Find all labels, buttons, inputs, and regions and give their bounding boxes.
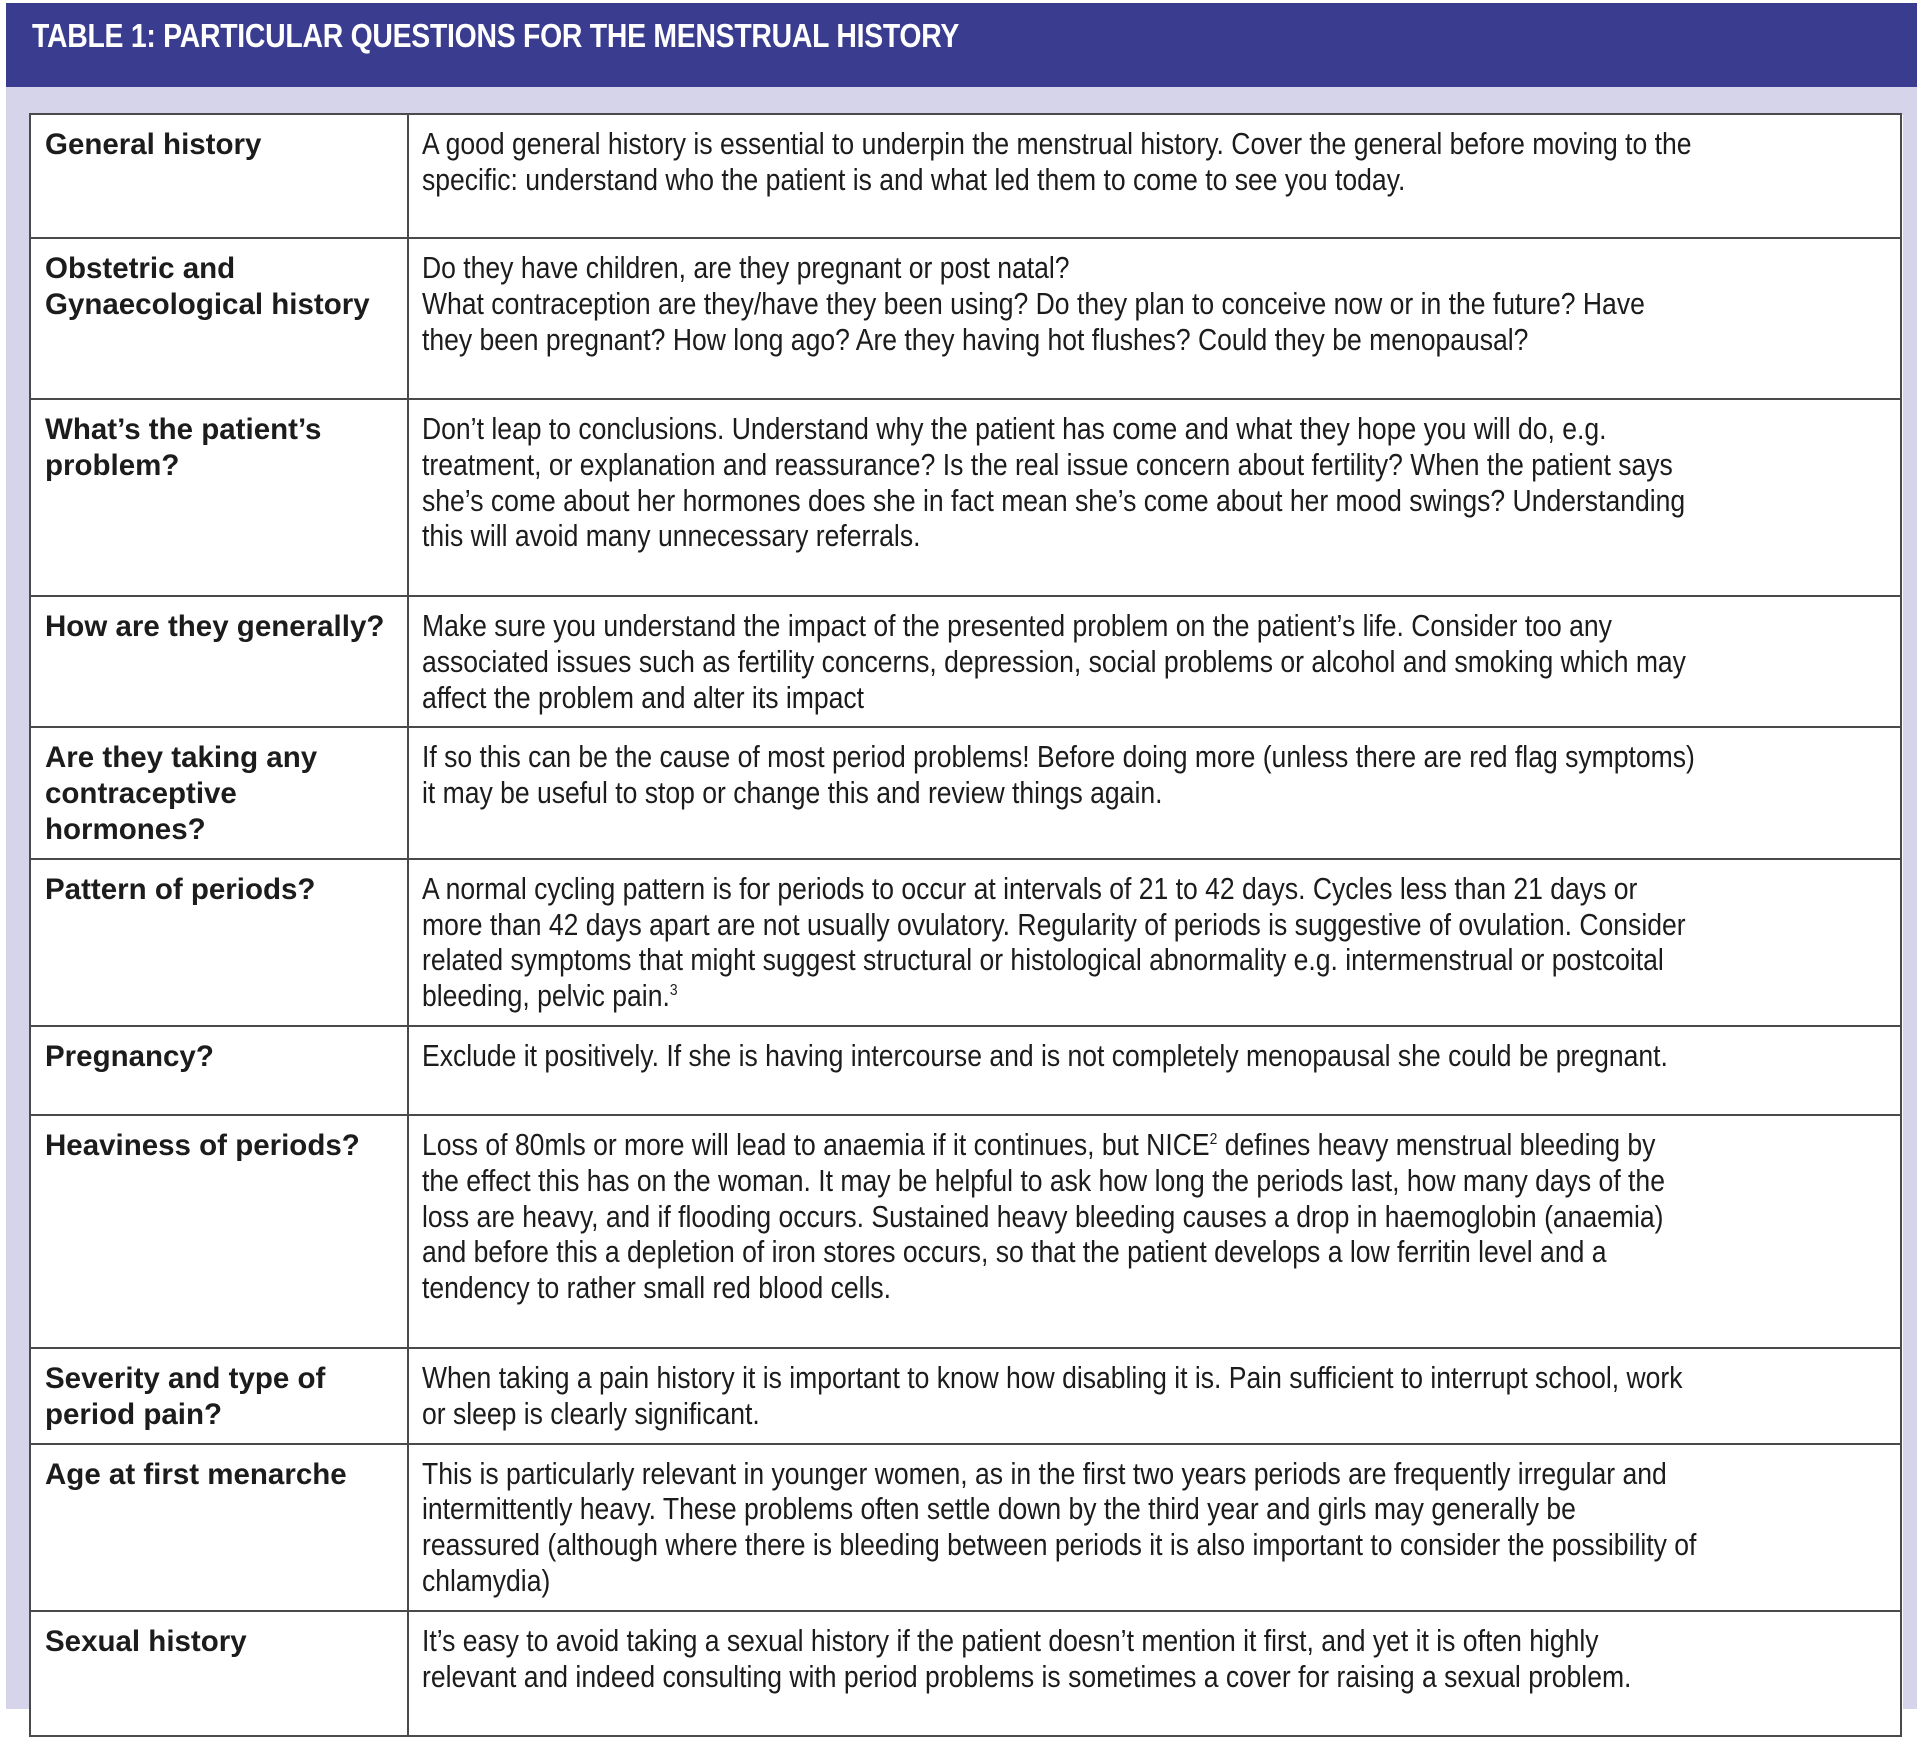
question-cell: What’s the patient’s problem? [30, 399, 408, 596]
answer-text: defines heavy menstrual bleeding by the effect this has on the woman. It may be helpful to ask how long the periods last, how many days of the loss are heavy, and if flooding occurs. Sustained heavy bleeding causes a drop in haemoglobin (anaemia) and before this a depletion of iron stores occurs, so that the patient develops a low ferritin level and a tendency to rather small red blood cells. [422, 1127, 1665, 1306]
answer-text: This is particularly relevant in younger women, as in the first two years periods are frequently irregular and intermittently heavy. These problems often settle down by the third year and girls may generally be reassured (although where there is bleeding between periods it is also important to consider the possibility of chlamydia) [422, 1456, 1697, 1598]
table-row [30, 114, 1901, 238]
question-cell: Sexual history [30, 1611, 408, 1736]
question-cell: Pattern of periods? [30, 859, 408, 1026]
table-title: TABLE 1: PARTICULAR QUESTIONS FOR THE MENSTRUAL HISTORY [32, 17, 960, 54]
table-row [30, 399, 1901, 596]
answer-text: Make sure you understand the impact of the presented problem on the patient’s life. Consider too any associated issues such as fertility concerns, depression, social problems or alcohol and smoking which may affect the problem and alter its impact [422, 609, 1686, 715]
answer-text: When taking a pain history it is important to know how disabling it is. Pain sufficient to interrupt school, work or sleep is clearly significant. [422, 1360, 1683, 1431]
table-row [30, 238, 1901, 399]
table-row [30, 1444, 1901, 1611]
answer-text: Loss of 80mls or more will lead to anaemia if it continues, but NICE [422, 1127, 1210, 1162]
table-row [30, 1611, 1901, 1736]
answer-cell [408, 1444, 1901, 1611]
answer-text: It’s easy to avoid taking a sexual history if the patient doesn’t mention it first, and yet it is often highly relevant and indeed consulting with period problems is sometimes a cover for raising a sexual problem. [422, 1623, 1632, 1694]
menstrual-history-table-wrapper [29, 113, 1902, 1737]
question-cell: How are they generally? [30, 596, 408, 727]
table-row [30, 1348, 1901, 1444]
table-title-bar [6, 3, 1917, 87]
menstrual-history-table [29, 113, 1902, 1737]
question-cell: Age at first menarche [30, 1444, 408, 1611]
answer-cell [408, 1115, 1901, 1348]
answer-text-line: Do they have children, are they pregnant or post natal? [422, 251, 1070, 285]
answer-text: A good general history is essential to underpin the menstrual history. Cover the general before moving to the specific: understand who the patient is and what led them to come to see you today. [422, 127, 1692, 197]
table-row [30, 1115, 1901, 1348]
answer-cell [408, 859, 1901, 1026]
answer-text: Don’t leap to conclusions. Understand why the patient has come and what they hope you will do, e.g. treatment, or explanation and reassurance? Is the real issue concern about fertility? When the patient says she’s come about her hormones does she in fact mean she’s come about her mood swings? Understanding this will avoid many unnecessary referrals. [422, 412, 1686, 554]
answer-text-line: What contraception are they/have they been using? Do they plan to conceive now or in the future? Have they been pregnant? How long ago? Are they having hot flushes? Could they be menopausal? [422, 286, 1645, 357]
question-cell: Obstetric and Gynaecological history [30, 238, 408, 399]
citation-superscript: 2 [1209, 1130, 1218, 1148]
answer-text: Exclude it positively. If she is having intercourse and is not completely menopausal she could be pregnant. [422, 1038, 1668, 1073]
answer-cell [408, 1348, 1901, 1444]
answer-cell [408, 114, 1901, 238]
citation-superscript: 3 [669, 982, 678, 1000]
answer-text: If so this can be the cause of most period problems! Before doing more (unless there are red flag symptoms) it may be useful to stop or change this and review things again. [422, 740, 1695, 811]
answer-cell [408, 596, 1901, 727]
answer-cell [408, 1611, 1901, 1736]
answer-cell [408, 1026, 1901, 1115]
answer-cell [408, 727, 1901, 858]
table-row [30, 727, 1901, 858]
question-cell: Heaviness of periods? [30, 1115, 408, 1348]
answer-cell [408, 238, 1901, 399]
table-row [30, 596, 1901, 727]
table-row [30, 859, 1901, 1026]
answer-text: A normal cycling pattern is for periods to occur at intervals of 21 to 42 days. Cycles less than 21 days or more than 42 days apart are not usually ovulatory. Regularity of periods is suggestive of ovulation. Consider related symptoms that might suggest structural or histological abnormality e.g. intermenstrual or postcoital bleeding, pelvic pain. [422, 871, 1686, 1014]
question-cell: General history [30, 114, 408, 238]
answer-cell [408, 399, 1901, 596]
question-cell: Pregnancy? [30, 1026, 408, 1115]
question-cell: Are they taking any contraceptive hormones? [30, 727, 408, 858]
question-cell: Severity and type of period pain? [30, 1348, 408, 1444]
table-row [30, 1026, 1901, 1115]
